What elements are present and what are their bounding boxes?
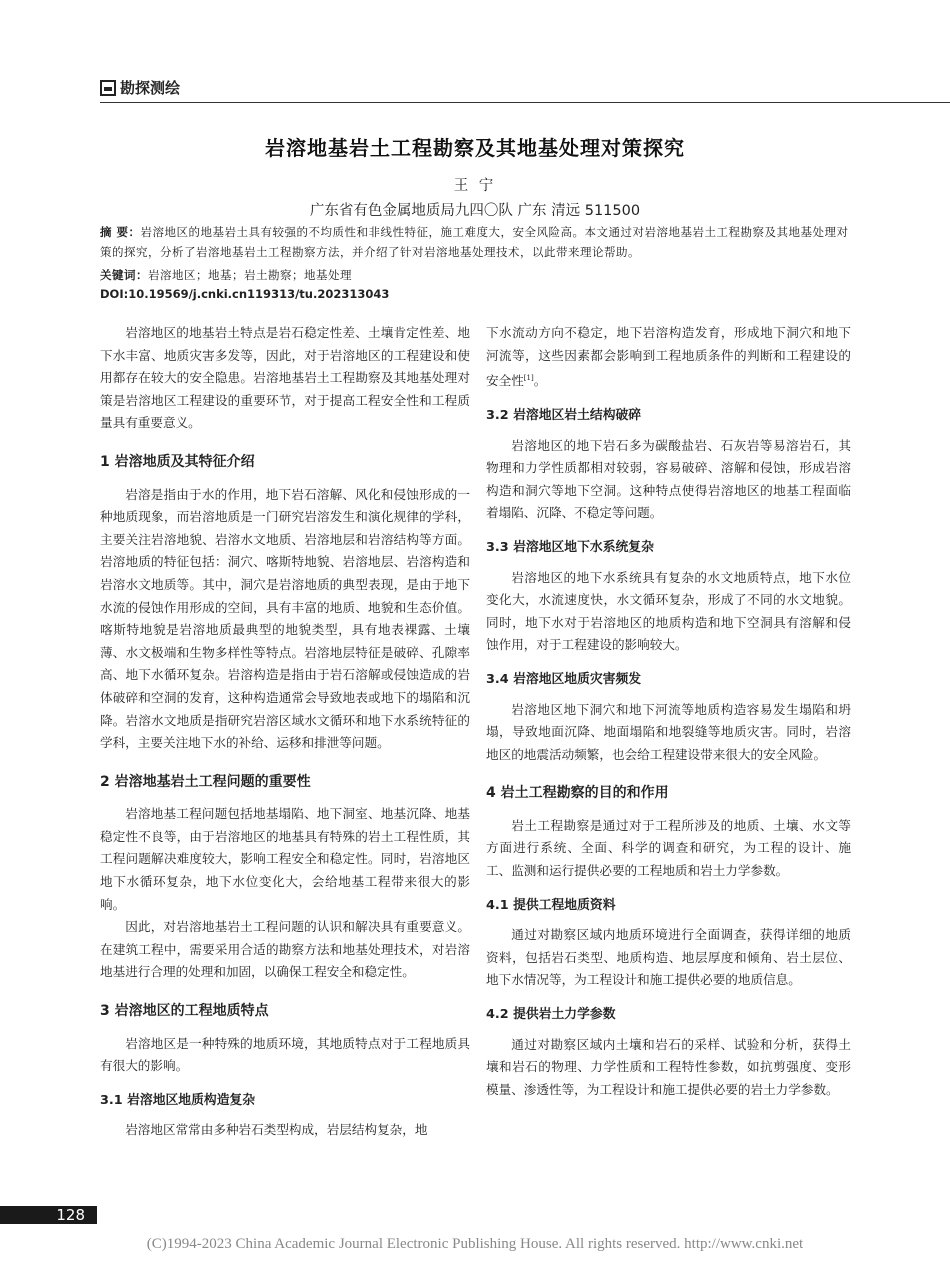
section-3-heading: 3 岩溶地区的工程地质特点 <box>100 1003 269 1020</box>
journal-logo-icon <box>100 80 116 96</box>
section-3-3-paragraph: 岩溶地区的地下水系统具有复杂的水文地质特点，地下水位变化大，水流速度快，水文循环复杂，形成了不同的水文地貌。同时，地下水对于岩溶地区的地质构造和地下空洞具有溶解和侵蚀作用，对于工程建设的影响较大。 <box>486 569 851 653</box>
section-4-1-paragraph: 通过对勘察区域内地质环境进行全面调查，获得详细的地质资料，包括岩石类型、地质构造、地层厚度和倾角、岩土层位、地下水情况等，为工程设计和施工提供必要的地质信息。 <box>486 927 851 988</box>
abstract <box>100 222 850 262</box>
section-3-2-paragraph: 岩溶地区的地下岩石多为碳酸盐岩、石灰岩等易溶岩石，其物理和力学性质都相对较弱，容易破碎、溶解和侵蚀，形成岩溶构造和洞穴等地下空洞。这种特点使得岩溶地区的地基工程面临着塌陷、沉降、不稳定等问题。 <box>486 437 851 521</box>
journal-section-name: 勘探测绘 <box>120 79 181 97</box>
section-3-paragraph: 岩溶地区是一种特殊的地质环境，其地质特点对于工程地质具有很大的影响。 <box>100 1035 470 1074</box>
copyright-footer: (C)1994-2023 China Academic Journal Electronic Publishing House. All rights reserved. http://www.cnki.net <box>146 1236 804 1252</box>
section-2-paragraph-2: 因此，对岩溶地基岩土工程问题的认识和解决具有重要意义。在建筑工程中，需要采用合适的勘察方法和地基处理技术，对岩溶地基进行合理的处理和加固，以确保工程安全和稳定性。 <box>100 919 470 980</box>
section-3-3-heading: 3.3 岩溶地区地下水系统复杂 <box>486 539 654 555</box>
section-3-1-heading: 3.1 岩溶地区地质构造复杂 <box>100 1092 256 1108</box>
section-4-paragraph: 岩土工程勘察是通过对于工程所涉及的地质、土壤、水文等方面进行系统、全面、科学的调查和研究，为工程的设计、施工、监测和运行提供必要的工程地质和岩土力学参数。 <box>486 817 851 879</box>
section-1-paragraph: 岩溶是指由于水的作用，地下岩石溶解、风化和侵蚀形成的一种地质现象，而岩溶地质是一门研究岩溶发生和演化规律的学科，主要关注岩溶地貌、岩溶水文地质、岩溶地层和岩溶结构等方面。岩溶地质的特征包括：洞穴、喀斯特地貌、岩溶地层、岩溶构造和岩溶水文地质等。其中，洞穴是岩溶地质的典型表现，是由于地下水流的侵蚀作用形成的空间，具有丰富的地质、地貌和生态价值。喀斯特地貌是岩溶地质最典型的地貌类型，具有地表裸露、土壤薄、水文极端和生物多样性等特点。岩溶地层特征是破碎、孔隙率高、地下水循环复杂。岩溶构造是指由于岩石溶解或侵蚀造成的岩体破碎和空洞的发育，这种构造通常会导致地表或地下的塌陷和沉降。岩溶水文地质是指研究岩溶区域水文循环和地下水系统特征的学科，主要关注地下水的补给、运移和排泄等问题。 <box>100 486 470 751</box>
section-1-heading: 1 岩溶地质及其特征介绍 <box>100 453 255 470</box>
keywords-text: 岩溶地区；地基；岩土勘察；地基处理 <box>148 268 352 282</box>
intro-paragraph: 岩溶地区的地基岩土特点是岩石稳定性差、土壤肯定性差、地下水丰富、地质灾害多发等，因此，对于岩溶地区的工程建设和使用都存在较大的安全隐患。岩溶地基岩土工程勘察及其地基处理对策是岩溶地区工程建设的重要环节，对于提高工程安全性和工程质量具有重要意义。 <box>100 325 470 431</box>
section-2-paragraph-1: 岩溶地基工程问题包括地基塌陷、地下洞室、地基沉降、地基稳定性不良等，由于岩溶地区的地基具有特殊的岩土工程性质，其工程问题解决难度较大，影响工程安全和稳定性。同时，岩溶地区地下水循环复杂，地下水位变化大，会给地基工程带来很大的影响。 <box>100 806 470 912</box>
citation-ref: [1] <box>523 374 534 383</box>
section-3-1-continued-text: 下水流动方向不稳定，地下岩溶构造发育，形成地下洞穴和地下河流等，这些因素都会影响到工程地质条件的判断和工程建设的安全性 <box>486 325 851 389</box>
section-4-2-heading: 4.2 提供岩土力学参数 <box>486 1007 616 1023</box>
section-3-2-heading: 3.2 岩溶地区岩土结构破碎 <box>486 407 642 423</box>
section-3-4-paragraph: 岩溶地区地下洞穴和地下河流等地质构造容易发生塌陷和坍塌，导致地面沉降、地面塌陷和地裂缝等地质灾害。同时，岩溶地区的地震活动频繁，也会给工程建设带来很大的安全风险。 <box>486 701 851 762</box>
abstract-label: 摘 要： <box>100 225 141 239</box>
keywords-label: 关键词： <box>100 268 148 282</box>
paper-title: 岩溶地基岩土工程勘察及其地基处理对策探究 <box>265 136 685 160</box>
journal-header <box>100 76 950 103</box>
page-number: 128 <box>56 1206 85 1224</box>
page-number-bar <box>0 1206 97 1224</box>
section-4-1-heading: 4.1 提供工程地质资料 <box>486 897 616 913</box>
section-3-4-heading: 3.4 岩溶地区地质灾害频发 <box>486 671 642 687</box>
right-column <box>486 322 851 1101</box>
author: 王 宁 <box>453 178 497 194</box>
affiliation: 广东省有色金属地质局九四〇队 广东 清远 511500 <box>309 203 641 219</box>
section-3-1-end: 。 <box>533 373 547 389</box>
section-2-heading: 2 岩溶地基岩土工程问题的重要性 <box>100 773 311 790</box>
section-4-2-paragraph: 通过对勘察区域内土壤和岩石的采样、试验和分析，获得土壤和岩石的物理、力学性质和工程特性参数，如抗剪强度、变形模量、渗透性等，为工程设计和施工提供必要的岩土力学参数。 <box>486 1036 851 1097</box>
left-column <box>100 322 470 1142</box>
keywords <box>100 265 850 285</box>
section-3-1-paragraph: 岩溶地区常常由多种岩石类型构成，岩层结构复杂，地 <box>125 1122 428 1138</box>
doi: DOI:10.19569/j.cnki.cn119313/tu.202313043 <box>100 287 390 301</box>
section-3-1-continued <box>486 322 851 393</box>
section-4-heading: 4 岩土工程勘察的目的和作用 <box>486 785 669 802</box>
abstract-text: 岩溶地区的地基岩土具有较强的不均质性和非线性特征，施工难度大，安全风险高。本文通过对岩溶地基岩土工程勘察及其地基处理对策的探究，分析了岩溶地基岩土工程勘察方法，并介绍了针对岩溶地基处理技术，以此带来理论帮助。 <box>100 225 849 259</box>
